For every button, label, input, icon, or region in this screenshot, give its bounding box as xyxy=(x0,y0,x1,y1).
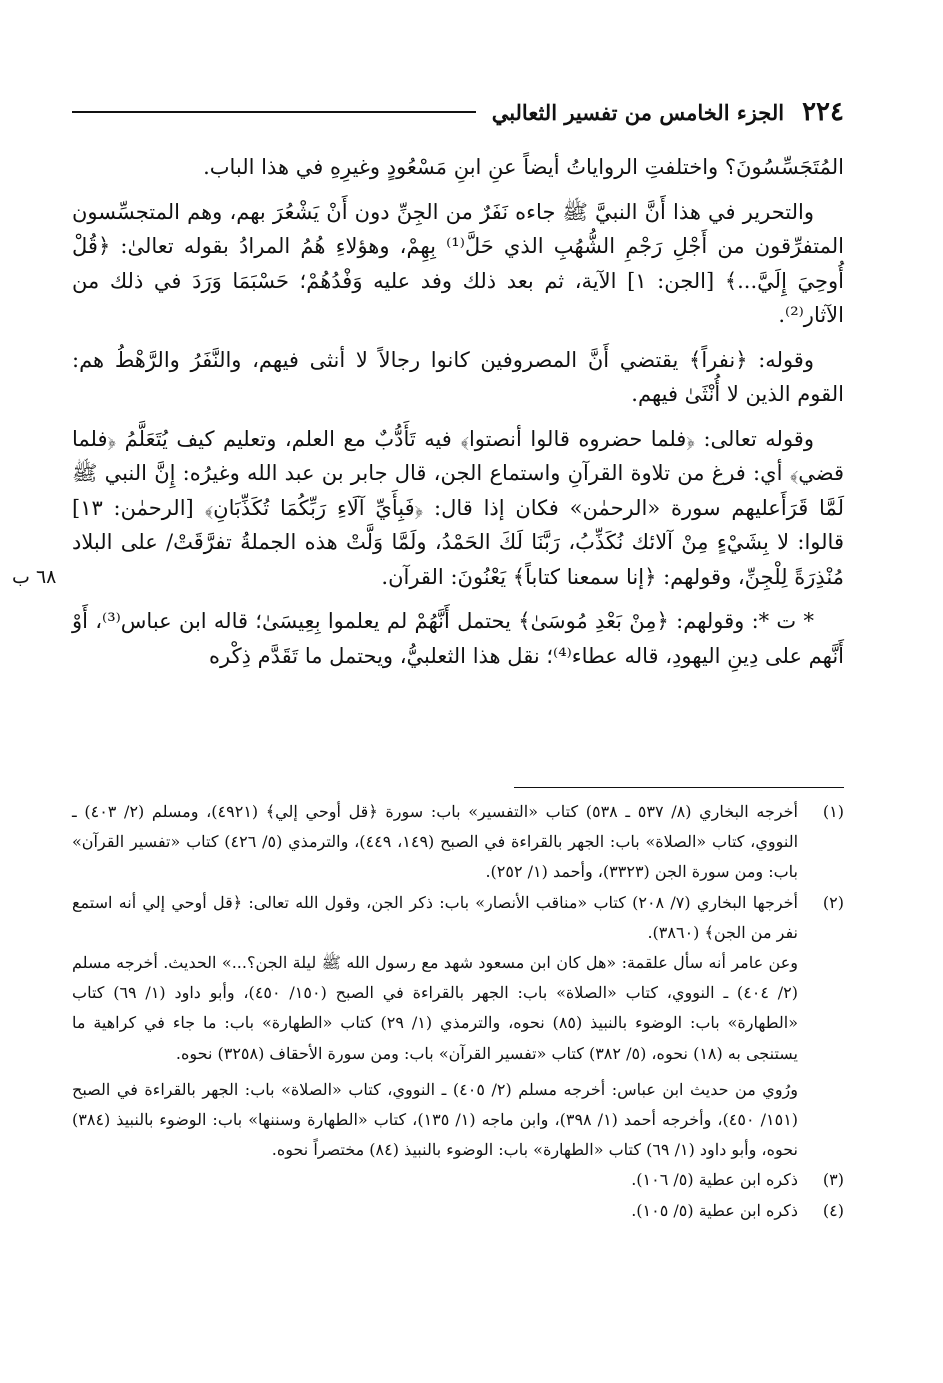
paragraph-4 xyxy=(12,422,844,595)
paragraph-3: وقوله: ﴿نفراً﴾ يقتضي أَنَّ المصروفين كانوا رجالاً لا أنثى فيهم، والنَّفَرُ والرَّهْطُ هم: القوم الذين لا أُنْثَىٰ فيهم. xyxy=(72,347,844,406)
footnote-2 xyxy=(72,888,844,948)
footnote-2-continuation-2: ورُوي من حديث ابن عباس: أخرجه مسلم (٢/ ٤٠٥) ـ النووي، كتاب «الصلاة» باب: الجهر بالقراءة في الصبح (١٥١/ ٤٥٠)، وأخرجه أحمد (١/ ٣٩٨)، وابن ماجه (١/ ١٣٥)، كتاب «الطهارة وسننها» باب: الوضوء بالنبيذ (٣٨٤) نحوه، وأبو داود (١/ ٦٩) كتاب «الطهارة» باب: الوضوء بالنبيذ (٨٤) مختصراً نحوه. xyxy=(72,1079,799,1160)
footnote-3-number: (٣) xyxy=(822,1170,844,1190)
paragraph-1: المُتَجَسِّسُونَ؟ واختلفتِ الرواياتُ أيضاً عنِ ابنِ مَسْعُودٍ وغيرِهِ في هذا الباب. xyxy=(203,155,844,179)
paragraph-4-text: وقوله تعالى: ﴿فلما حضروه قالوا أنصتوا﴾ فيه تَأَدُّبٌ مع العلم، وتعليم كيف يُتَعَلَّمُ ﴿فلما قضي﴾ أي: فرغ من تلاوة القرآنِ واستماع الجن، قال جابر بن عبد الله وغيرُه: إِنَّ النبي ﷺ لَمَّا قَرَأَعليهم سورة «الرحمٰن» فكان إذا قال: ﴿فَبِأَيِّ آلَاءِ رَبِّكُمَا تُكَذِّبَانِ﴾ [الرحمٰن: ١٣] قالوا: لا بِشَيْءٍ مِنْ آلائك نُكَذِّبُ، رَبَّنَا لَكَ الحَمْدُ، ولَمَّا وَلَّتْ هذه الجملةُ تفرَّقَتْ/ على البلاد مُنْذِرَةً لِلْجِنِّ، وقولهم: ﴿إنا سمعنا كتاباً﴾ يَعْنُونَ: القرآن. xyxy=(72,426,844,589)
footnote-1 xyxy=(72,797,844,888)
footnotes xyxy=(72,797,844,1226)
footnote-3-text: ذكره ابن عطية (٥/ ١٠٦). xyxy=(631,1170,798,1190)
main-text xyxy=(12,150,844,683)
footnote-1-number: (١) xyxy=(822,802,844,821)
page-header xyxy=(72,92,844,132)
folio-margin-note: ٦٨ ب xyxy=(12,565,57,588)
footnote-2-text: أخرجها البخاري (٧/ ٢٠٨) كتاب «مناقب الأنصار» باب: ذكر الجن، وقول الله تعالى: ﴿قل أوحي إلي أنه استمع نفر من الجن﴾ (٣٨٦٠). xyxy=(72,892,798,942)
running-title: الجزء الخامس من تفسير الثعالبي xyxy=(491,99,785,125)
footnote-4-text: ذكره ابن عطية (٥/ ١٠٥). xyxy=(631,1200,798,1220)
header-rule xyxy=(72,111,476,113)
footnote-4-number: (٤) xyxy=(822,1200,844,1220)
footnote-4 xyxy=(72,1196,844,1226)
footnote-1-text: أخرجه البخاري (٨/ ٥٣٧ ـ ٥٣٨) كتاب «التفسير» باب: سورة ﴿قل أوحي إلي﴾ (٤٩٢١)، ومسلم (٢/ ٤٠٣) ـ النووي، كتاب «الصلاة» باب: الجهر بالقراءة في الصبح (١٤٩، ٤٤٩)، والترمذي (٥/ ٤٢٦) كتاب «تفسير القرآن» باب: ومن سورة الجن (٣٣٢٣)، وأحمد (١/ ٢٥٢). xyxy=(72,802,799,882)
paragraph-5: * ت *: وقولهم: ﴿مِنْ بَعْدِ مُوسَىٰ﴾ يحتمل أَنَّهُمْ لم يعلموا بِعِيسَىٰ؛ قاله ابن عباس⁽³⁾، أَوْ أَنَّهم على دِينِ اليهودِ، قاله عطاء⁽⁴⁾؛ نقل هذا الثعلبيُّ، ويحتمل ما تَقَدَّم ذِكْره xyxy=(72,609,844,668)
footnote-2-number: (٢) xyxy=(822,892,844,912)
footnote-divider xyxy=(514,787,844,788)
page-number: ٢٢٤ xyxy=(802,97,844,127)
paragraph-2: والتحرير في هذا أَنَّ النبيَّ ﷺ جاءه نَفَرٌ من الجِنِّ دون أَنْ يَشْعُرَ بهم، وهم المتجسِّسون المتفرِّقون من أَجْلِ رَجْمِ الشُّهُبِ الذي حَلَّ⁽¹⁾ بِهِمْ، وهؤلاءِ هُمُ المرادُ بقوله تعالىٰ: ﴿قُلْ أُوحِيَ إِلَيَّ...﴾ [الجن: ١] الآية، ثم بعد ذلك وفد عليه وَفْدُهُمْ؛ حَسْبَمَا وَرَدَ في ذلك من الآثار⁽²⁾. xyxy=(72,199,844,327)
footnote-3 xyxy=(72,1165,844,1195)
footnote-2-continuation-1: وعن عامر أنه سأل علقمة: «هل كان ابن مسعود شهد مع رسول الله ﷺ ليلة الجن؟...» الحديث. أخرجه مسلم (٢/ ٤٠٤) ـ النووي، كتاب «الصلاة» باب: الجهر بالقراءة في الصبح (١٥٠/ ٤٥٠)، وأبو داود (١/ ٦٩) كتاب «الطهارة» باب: الوضوء بالنبيذ (٨٥) نحوه، والترمذي (١/ ٢٩) كتاب «الطهارة» باب: ما جاء في كراهية ما يستنجى به (١٨) نحوه، (٥/ ٣٨٢) كتاب «تفسير القرآن» باب: ومن سورة الأحقاف (٣٢٥٨) نحوه. xyxy=(72,953,799,1063)
